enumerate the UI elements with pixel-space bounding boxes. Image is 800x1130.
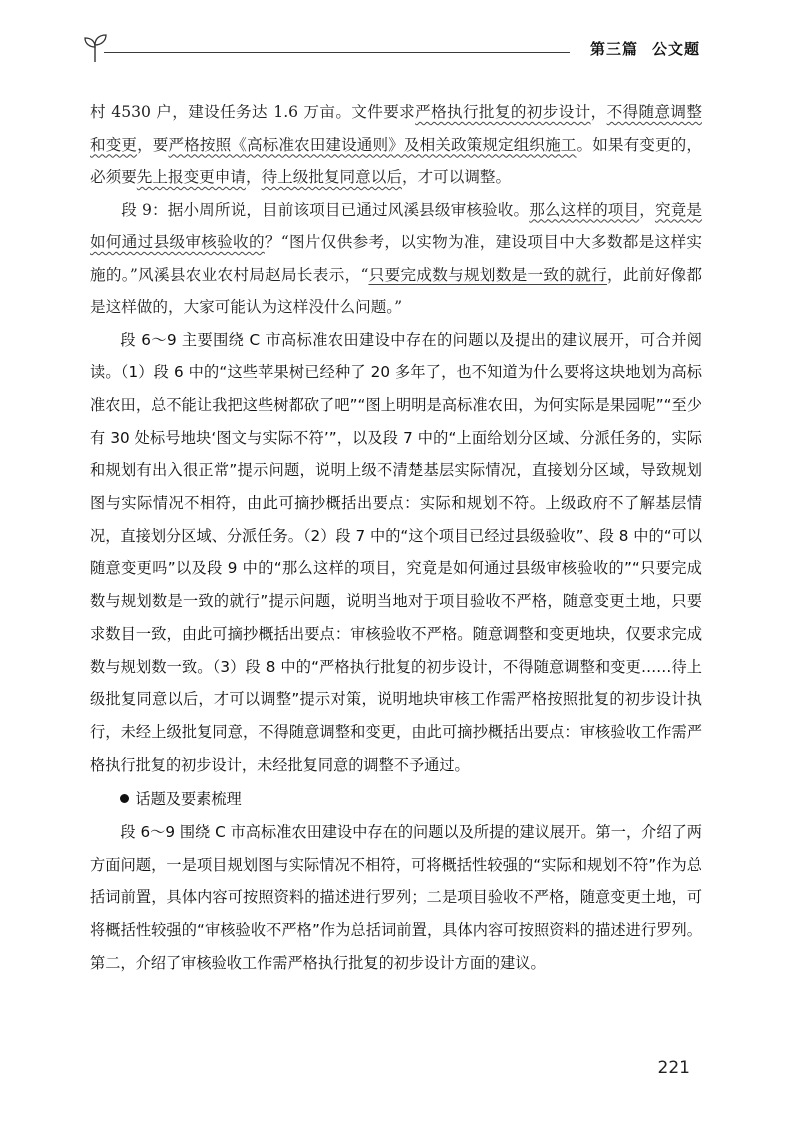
underlined-phrase: 不得随意调整和变更 [90,103,702,154]
underlined-phrase: 待上级批复同意以后 [261,168,402,186]
analysis-paragraph: 段 6～9 主要围绕 C 市高标准农田建设中存在的问题以及提出的建议展开，可合并阅读。（1）段 6 中的“这些苹果树已经种了 20 多年了，也不知道为什么要将这块地划为高标准农田，总不能让我把这些树都砍了吧”“图上明明是高标准农田，为何实际是果园呢”“至少有 30 处标号地块‘图文与实际不符’”，以及段 7 中的“上面给划分区域、分派任务的，实际和规划有出入很正常”提示问题，说明上级不清楚基层实际情况，直接划分区域，导致规划图与实际情况不相符，由此可摘抄概括出要点：实际和规划不符。上级政府不了解基层情况，直接划分区域、分派任务。（2）段 7 中的“这个项目已经过县级验收”、段 8 中的“可以随意变更吗”以及段 9 中的“那么这样的项目，究竟是如何通过县级审核验收的”“只要完成数与规划数是一致的就行”提示问题，说明当地对于项目验收不严格，随意变更土地，只要求数目一致，由此可摘抄概括出要点：审核验收不严格。随意调整和变更地块，仅要求完成数与规划数一致。（3）段 8 中的“严格执行批复的初步设计，不得随意调整和变更……待上级批复同意以后，才可以调整”提示对策，说明地块审核工作需严格按照批复的初步设计执行，未经上级批复同意，不得随意调整和变更，由此可摘抄概括出要点：审核验收工作需严格执行批复的初步设计，未经批复同意的调整不予通过。 [90,330,702,774]
paragraph-continued [90,96,702,194]
bullet-dot-icon [120,794,129,803]
text-run: 村 4530 户，建设任务达 1.6 万亩。文件要求 [90,103,416,121]
header-rule [104,52,570,53]
text-run: ？“图片仅供参考，以实物为准，建设项目中大多数都是这样实施的。”风溪县农业农村局赵局长表示，“ [90,233,702,284]
text-run: ， [639,200,655,219]
underlined-phrase: 严格执行批复的初步设计 [415,103,591,121]
text-run: ， [245,168,262,186]
text-run: 段 9：据小周所说，目前该项目已通过风溪县级审核验收。 [121,200,530,219]
text-run: ，要 [137,135,169,154]
underlined-phrase: 只要完成数与规划数是一致的就行 [368,265,607,284]
header-section: 公文题 [651,40,700,58]
bullet-heading-text: 话题及要素梳理 [135,790,242,809]
running-header [80,28,700,68]
text-run: ， [590,103,607,121]
paragraph-9 [90,194,702,324]
text-run: ，此前好像都是这样做的，大家可能认为这样没什么问题。” [90,265,702,316]
header-title [576,38,700,59]
bullet-heading [90,783,702,816]
page-number: 221 [657,1058,690,1078]
text-run: 。如果有变更的，必须要 [90,135,702,186]
underlined-phrase: 先上报变更申请 [136,168,246,186]
text-run: ，才可以调整。 [401,168,512,186]
underlined-phrase: 那么这样的项目 [529,200,640,219]
header-part: 第三篇 [589,40,638,58]
underlined-phrase: 严格按照《高标准农田建设通则》及相关政策规定组织施工 [168,135,577,154]
sprout-icon [80,32,110,64]
underlined-phrase: 究竟是如何通过县级审核验收的 [90,200,702,251]
body-text [90,96,702,980]
summary-paragraph: 段 6～9 围绕 C 市高标准农田建设中存在的问题以及所提的建议展开。第一，介绍了两方面问题，一是项目规划图与实际情况不相符，可将概括性较强的“实际和规划不符”作为总括词前置，具体内容可按照资料的描述进行罗列；二是项目验收不严格，随意变更土地，可将概括性较强的“审核验收不严格”作为总括词前置，具体内容可按照资料的描述进行罗列。第二，介绍了审核验收工作需严格执行批复的初步设计方面的建议。 [90,823,702,972]
